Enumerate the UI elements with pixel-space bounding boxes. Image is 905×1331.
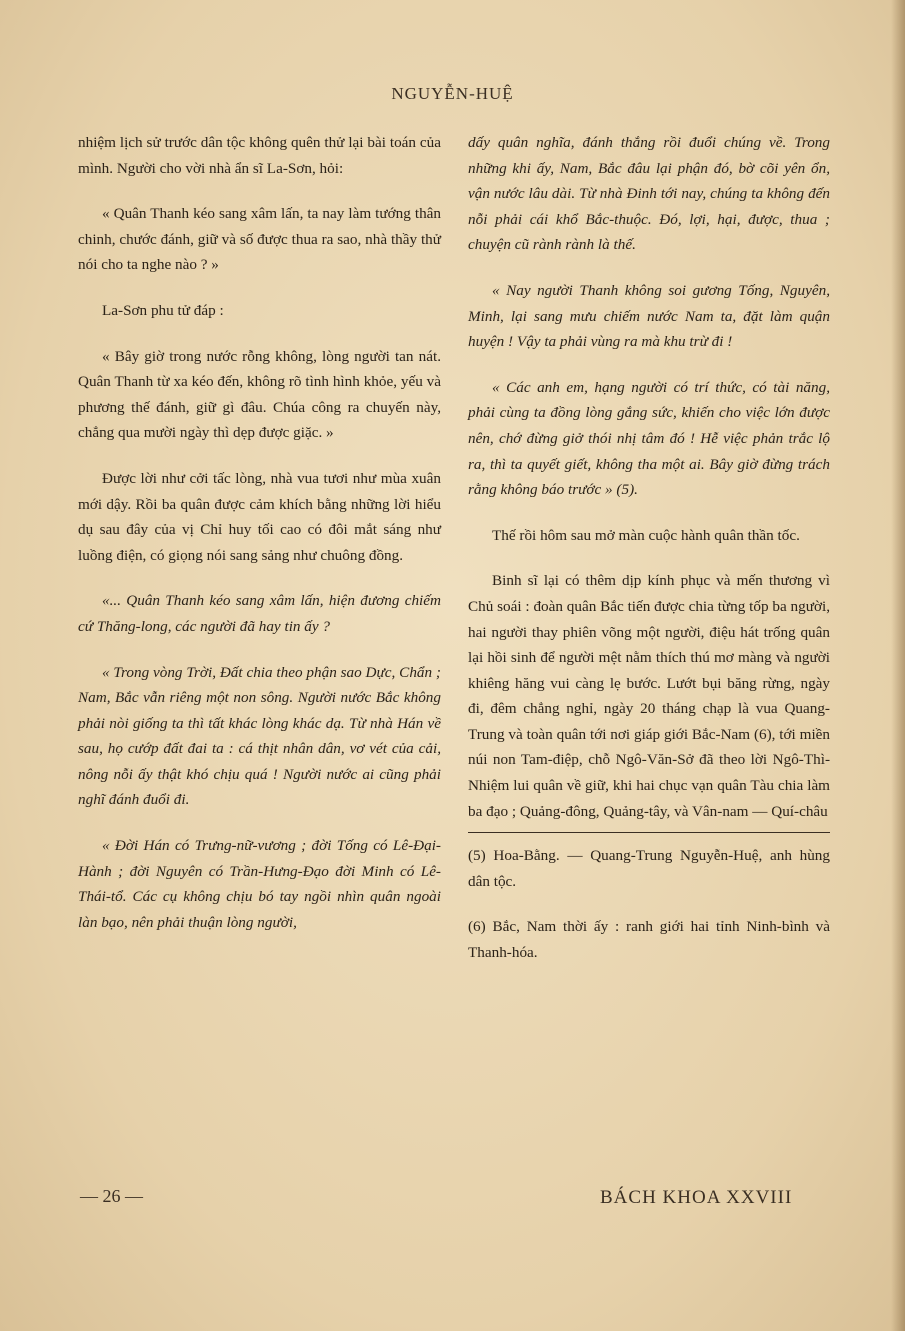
right-paragraph-3: « Các anh em, hạng người có trí thức, có tài năng, phải cùng ta đồng lòng gắng sức, khiến cho việc lớn được nên, chớ đừng giở thói nhị tâm đó ! Hễ việc phản trắc lộ ra, thì ta quyết giết, không tha một ai. Bây giờ đừng trách rằng không báo trước » (5). (468, 378, 830, 499)
page-header: NGUYỄN-HUỆ (391, 84, 514, 103)
right-paragraph-1: dấy quân nghĩa, đánh thắng rồi đuổi chúng về. Trong những khi ấy, Nam, Bắc đâu lại phận đó, bờ cõi yên ổn, vận nước lâu dài. Từ nhà Đinh tới nay, chúng ta không đến nỗi phải cái khổ Bắc-thuộc. Đó, lợi, hại, được, thua ; chuyện cũ rành rành là thế. (468, 134, 830, 254)
right-column (468, 130, 830, 986)
left-paragraph-8: « Đời Hán có Trưng-nữ-vương ; đời Tống có Lê-Đại-Hành ; đời Nguyên có Trần-Hưng-Đạo đời Minh có Lê-Thái-tổ. Các cụ không chịu bó tay ngồi nhìn quân ngoài làn bạo, nên phải thuận lòng người, (78, 837, 441, 931)
journal-title: BÁCH KHOA XXVIII (600, 1187, 793, 1208)
footnote-6: (6) Bắc, Nam thời ấy : ranh giới hai tỉnh Ninh-bình và Thanh-hóa. (468, 918, 830, 962)
page-edge-shadow (891, 0, 905, 1331)
left-paragraph-3: La-Sơn phu tử đáp : (102, 301, 224, 319)
left-paragraph-7: « Trong vòng Trời, Đất chia theo phận sao Dực, Chẩn ; Nam, Bắc vẫn riêng một non sông. Người nước Bắc không phải nòi giống ta thì tất khác lòng khác dạ. Từ nhà Hán về sau, họ cướp đất đai ta : cá thịt nhân dân, vơ vét của cải, nông nỗi ấy thật khó chịu quá ! Người nước ai cũng phải nghĩ đánh đuổi đi. (78, 663, 441, 809)
right-paragraph-2: « Nay người Thanh không soi gương Tống, Nguyên, Minh, lại sang mưu chiếm nước Nam ta, đặt làm quận huyện ! Vậy ta phải vùng ra mà khu trừ đi ! (468, 281, 830, 351)
left-paragraph-4: « Bây giờ trong nước rỗng không, lòng người tan nát. Quân Thanh từ xa kéo đến, không rõ tình hình khỏe, yếu và phương thế đánh, giữ gì đâu. Chúa công ra chuyến này, chẳng qua mười ngày thì dẹp được giặc. » (78, 347, 441, 442)
left-paragraph-2: « Quân Thanh kéo sang xâm lấn, ta nay làm tướng thân chinh, chước đánh, giữ và số được thua ra sao, nhà thầy thử nói cho ta nghe nào ? » (78, 205, 441, 274)
left-paragraph-5: Được lời như cởi tấc lòng, nhà vua tươi như mùa xuân mới dậy. Rồi ba quân được cảm khích bằng những lời hiểu dụ sau đây của vị Chỉ huy tối cao có đôi mắt sáng như luồng điện, có giọng nói sang sảng như chuông đồng. (78, 469, 441, 564)
left-paragraph-1: nhiệm lịch sử trước dân tộc không quên thử lại bài toán của mình. Người cho vời nhà ẩn sĩ La-Sơn, hỏi: (78, 134, 441, 177)
left-paragraph-6: «... Quân Thanh kéo sang xâm lấn, hiện đương chiếm cứ Thăng-long, các người đã hay tin ấy ? (78, 592, 441, 635)
footnote-5: (5) Hoa-Bằng. — Quang-Trung Nguyễn-Huệ, anh hùng dân tộc. (468, 847, 830, 890)
page-number: — 26 — (80, 1186, 143, 1206)
right-paragraph-5: Binh sĩ lại có thêm dịp kính phục và mến thương vì Chủ soái : đoàn quân Bắc tiến được chia từng tốp ba người, hai người thay phiên võng một người, điệu hát trống quân lại hồi sinh để người mệt nằm thích thú mơ màng và người khiêng hăng vui càng lẹ bước. Lướt bụi băng rừng, ngày đi, đêm chẳng nghỉ, ngày 20 tháng chạp là vua Quang-Trung và toàn quân tới nơi giáp giới Bắc-Nam (6), tới miền núi non Tam-điệp, chỗ Ngô-Văn-Sở đã theo lời Ngô-Thì-Nhiệm lui quân về giữ, khi hai chục vạn quân Tàu chia làm ba đạo ; Quảng-đông, Quảng-tây, và Vân-nam — Quí-châu (468, 572, 830, 820)
left-column (78, 130, 441, 955)
right-paragraph-4: Thế rồi hôm sau mở màn cuộc hành quân thần tốc. (492, 526, 800, 544)
footnote-divider (468, 832, 830, 833)
